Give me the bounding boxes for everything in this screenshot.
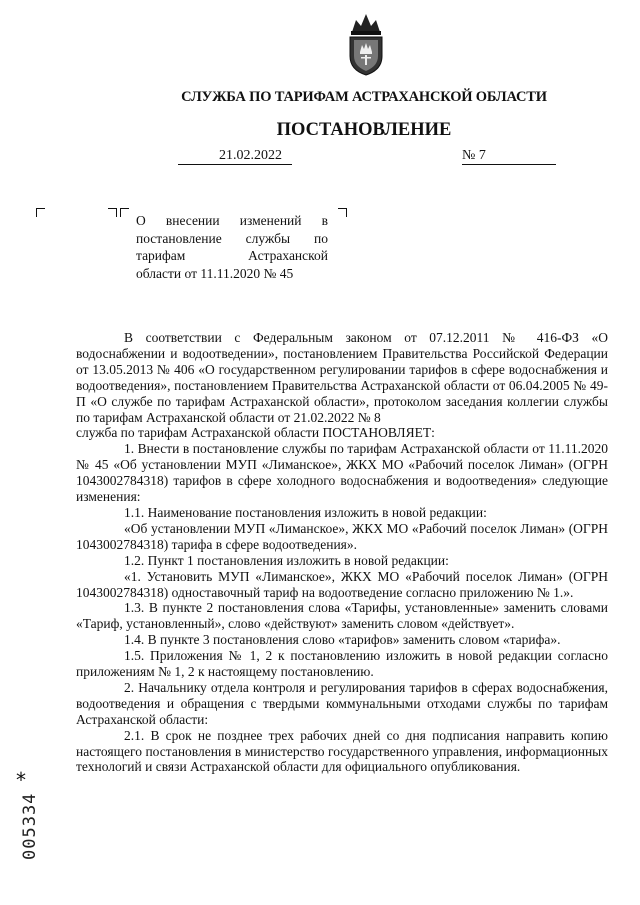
- margin-star: *: [16, 768, 26, 792]
- corner-mark: [338, 208, 347, 217]
- body-paragraph: 2. Начальнику отдела контроля и регулирования тарифов в сферах водоснабжения, водоотведения и обращения с твердыми коммунальными отходами службы по тарифам Астраханской области:: [76, 679, 608, 727]
- subject-line: постановление службы по: [136, 230, 328, 246]
- body-paragraph: 2.1. В срок не позднее трех рабочих дней со дня подписания направить копию настоящего постановления в министерство государственного управления, информационных технологий и связи Астраханской области для официального опубликования.: [76, 727, 608, 775]
- coat-of-arms-icon: [342, 12, 390, 76]
- body-paragraph: «Об установлении МУП «Лиманское», ЖКХ МО «Рабочий поселок Лиман» (ОГРН 1043002784318) тарифа в сфере водоотведения».: [76, 520, 608, 552]
- body-paragraph: 1.5. Приложения № 1, 2 к постановлению изложить в новой редакции согласно приложениям № 1, 2 к настоящему постановлению.: [76, 648, 608, 680]
- registration-stamp: 005334: [20, 792, 40, 860]
- body-paragraph: 1.4. В пункте 3 постановления слово «тарифов» заменить словом «тарифа».: [124, 632, 561, 648]
- body-paragraph: 1.3. В пункте 2 постановления слова «Тарифы, установленные» заменить словами «Тариф, установленный», слово «действуют» заменить словом «действует».: [76, 600, 608, 632]
- body-paragraph: 1.1. Наименование постановления изложить в новой редакции:: [124, 504, 487, 520]
- body-paragraph: В соответствии с Федеральным законом от 07.12.2011 № 416-ФЗ «О водоснабжении и водоотведении», постановлением Правительства Российской Федерации от 13.05.2013 № 406 «О государственном регулировании тарифов в сфере водоснабжения и водоотведения», постановлением Правительства Астраханской области от 06.04.2005 № 49-П «О службе по тарифам Астраханской области», протоколом заседания коллегии службы по тарифам Астраханской области от 21.02.2022 № 8: [76, 330, 608, 425]
- body-paragraph: 1. Внести в постановление службы по тарифам Астраханской области от 11.11.2020 № 45 «Об установлении МУП «Лиманское», ЖКХ МО «Рабочий поселок Лиман» (ОГРН 1043002784318) тарифов в сфере холодного водоснабжения и водоотведения» следующие изменения:: [76, 441, 608, 505]
- body-paragraph: 1.2. Пункт 1 постановления изложить в новой редакции:: [124, 552, 449, 568]
- document-number: № 7: [462, 148, 556, 165]
- document-type: ПОСТАНОВЛЕНИЕ: [276, 120, 452, 140]
- corner-mark: [120, 208, 129, 217]
- body-paragraph: «1. Установить МУП «Лиманское», ЖКХ МО «Рабочий поселок Лиман» (ОГРН 1043002784318) одноставочный тариф на водоотведение согласно приложению № 1.».: [76, 568, 608, 600]
- agency-name: СЛУЖБА ПО ТАРИФАМ АСТРАХАНСКОЙ ОБЛАСТИ: [181, 89, 547, 105]
- corner-mark: [108, 208, 117, 217]
- body-paragraph: служба по тарифам Астраханской области ПОСТАНОВЛЯЕТ:: [76, 425, 435, 441]
- document-body: [76, 330, 608, 775]
- document-subject: [136, 212, 328, 282]
- subject-line: тарифам Астраханской: [136, 248, 328, 264]
- subject-line: области от 11.11.2020 № 45: [136, 265, 294, 281]
- document-date: 21.02.2022: [178, 148, 292, 165]
- subject-line: О внесении изменений в: [136, 213, 328, 228]
- corner-mark: [36, 208, 45, 217]
